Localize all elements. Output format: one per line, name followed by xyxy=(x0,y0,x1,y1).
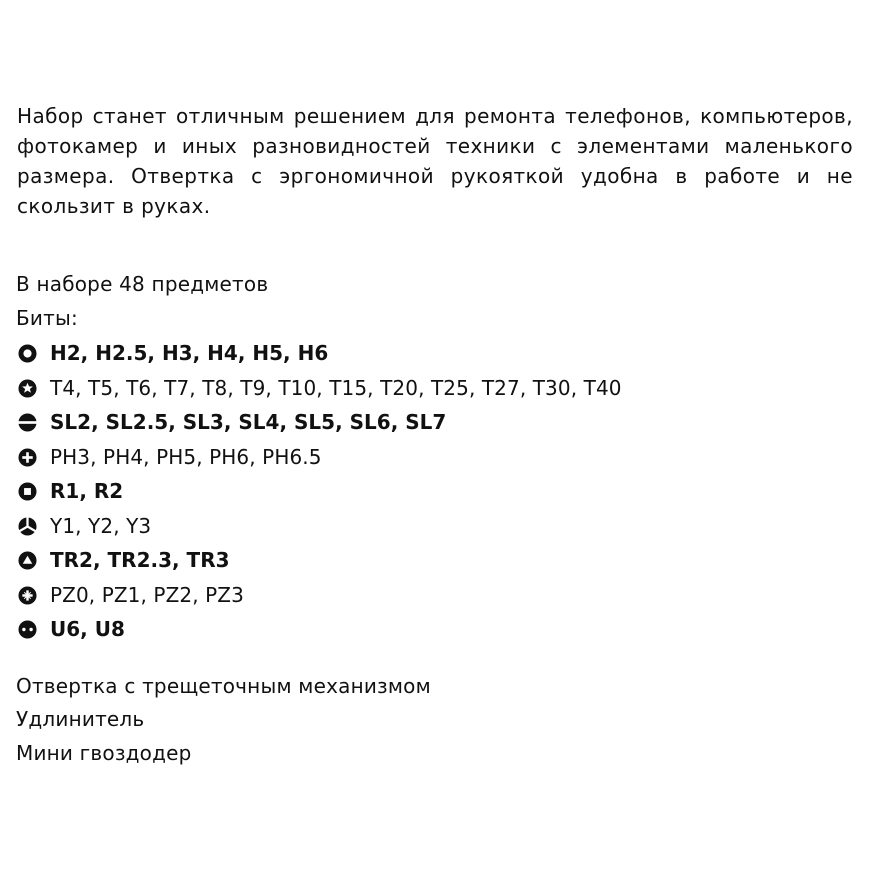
description-paragraph: Набор станет отличным решением для ремонта телефонов, компьютеров, фотокамер и иных разновидностей техники с элементами маленького размера. Отвертка с эргономичной рукояткой удобна в работе и не скользит в руках. xyxy=(17,104,853,218)
bit-label: PH3, PH4, PH5, PH6, PH6.5 xyxy=(50,445,322,469)
bit-label: TR2, TR2.3, TR3 xyxy=(50,548,230,572)
bits-heading: Биты: xyxy=(16,306,78,330)
extra-item-extension: Удлинитель xyxy=(16,707,145,731)
tri-wing-icon xyxy=(18,517,37,536)
phillips-icon xyxy=(18,448,37,467)
bit-item-u-type xyxy=(18,616,125,642)
torx-icon xyxy=(18,379,37,398)
bit-item-triangle xyxy=(18,547,230,573)
bit-label: R1, R2 xyxy=(50,479,124,503)
bit-item-pozidriv xyxy=(18,582,244,608)
bit-label: PZ0, PZ1, PZ2, PZ3 xyxy=(50,583,244,607)
bit-item-phillips xyxy=(18,444,322,470)
bit-item-hex xyxy=(18,340,328,366)
triangle-icon xyxy=(18,551,37,570)
bit-label: T4, T5, T6, T7, T8, T9, T10, T15, T20, T25, T27, T30, T40 xyxy=(50,376,622,400)
bit-label: U6, U8 xyxy=(50,617,125,641)
extra-item-mini-nail-puller: Мини гвоздодер xyxy=(16,741,192,765)
bit-label: Y1, Y2, Y3 xyxy=(50,514,152,538)
square-socket-icon xyxy=(18,482,37,501)
u-type-icon xyxy=(18,620,37,639)
bit-item-tri-wing xyxy=(18,513,151,539)
bit-item-square xyxy=(18,478,123,504)
bit-label: SL2, SL2.5, SL3, SL4, SL5, SL6, SL7 xyxy=(50,410,447,434)
hex-socket-icon xyxy=(18,344,37,363)
slotted-icon xyxy=(18,413,37,432)
items-count: В наборе 48 предметов xyxy=(16,272,269,296)
bit-item-torx xyxy=(18,375,622,401)
extra-item-ratchet-screwdriver: Отвертка с трещеточным механизмом xyxy=(16,674,431,698)
bit-item-slotted xyxy=(18,409,446,435)
pozidriv-icon xyxy=(18,586,37,605)
bit-label: H2, H2.5, H3, H4, H5, H6 xyxy=(50,341,329,365)
